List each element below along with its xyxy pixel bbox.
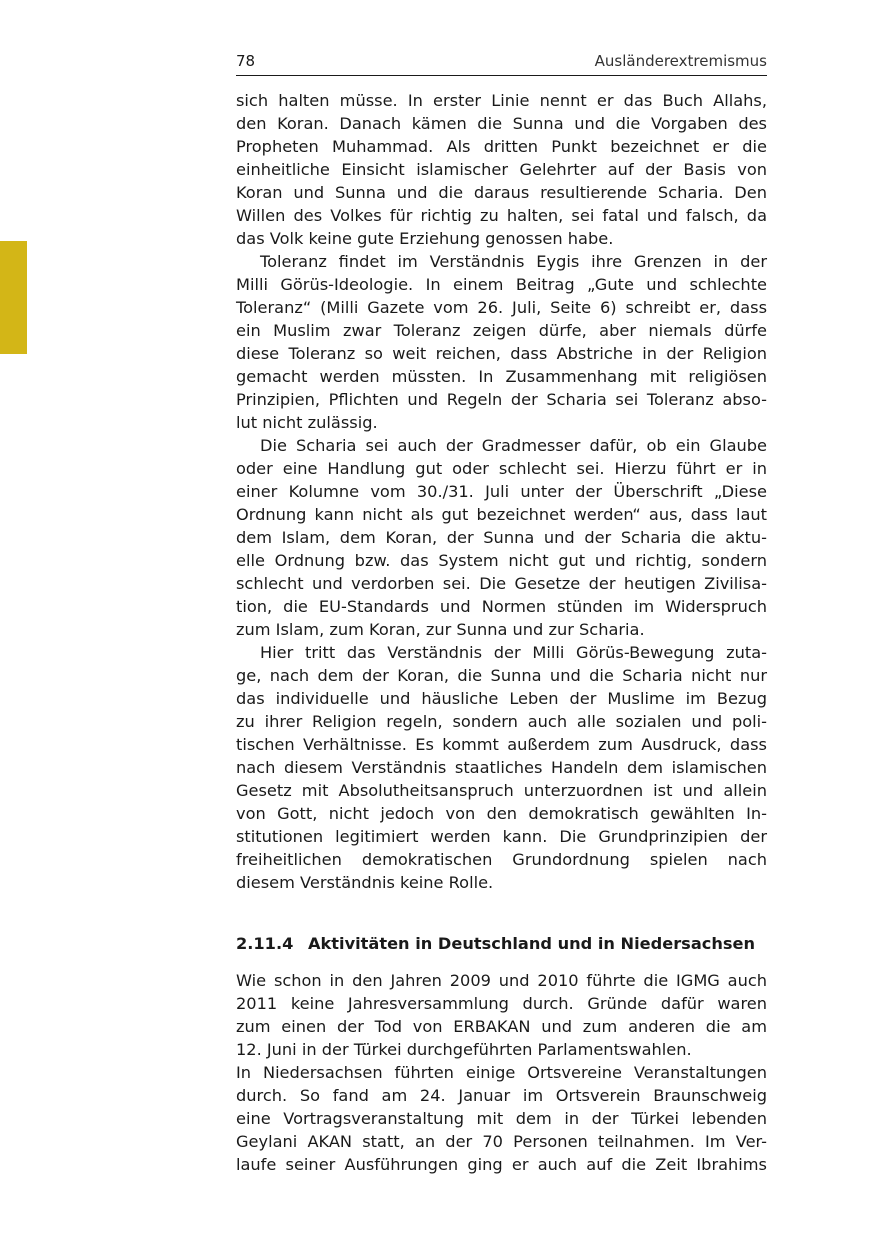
text-line: dem Islam, dem Koran, der Sunna und der Scharia die aktu-	[236, 528, 767, 547]
text-line: einheitliche Einsicht islamischer Gelehrter auf der Basis von	[236, 160, 767, 179]
text-line: Ordnung kann nicht als gut bezeichnet werden“ aus, dass laut	[236, 505, 767, 524]
text-line: Hier tritt das Verständnis der Milli Görüs-Bewegung zuta-	[260, 643, 767, 662]
text-line: zum Islam, zum Koran, zur Sunna und zur Scharia.	[236, 620, 645, 639]
text-line: zum einen der Tod von ERBAKAN und zum anderen die am	[236, 1017, 767, 1036]
body-text	[236, 89, 767, 894]
text-line: Wie schon in den Jahren 2009 und 2010 führte die IGMG auch	[236, 971, 767, 990]
text-line: schlecht und verdorben sei. Die Gesetze der heutigen Zivilisa-	[236, 574, 767, 593]
paragraph	[236, 434, 767, 641]
text-line: Prinzipien, Pflichten und Regeln der Scharia sei Toleranz abso-	[236, 390, 767, 409]
text-line: tischen Verhältnisse. Es kommt außerdem zum Ausdruck, dass	[236, 735, 767, 754]
running-title: Ausländerextremismus	[594, 52, 767, 70]
section-heading	[236, 932, 767, 955]
text-line: zu ihrer Religion regeln, sondern auch alle sozialen und poli-	[236, 712, 767, 731]
running-header	[236, 50, 767, 76]
text-line: oder eine Handlung gut oder schlecht sei. Hierzu führt er in	[236, 459, 767, 478]
text-line: durch. So fand am 24. Januar im Ortsverein Braunschweig	[236, 1086, 767, 1105]
text-line: Toleranz“ (Milli Gazete vom 26. Juli, Seite 6) schreibt er, dass	[236, 298, 767, 317]
text-line: das individuelle und häusliche Leben der Muslime im Bezug	[236, 689, 767, 708]
text-line: diesem Verständnis keine Rolle.	[236, 873, 494, 892]
text-line: stitutionen legitimiert werden kann. Die Grundprinzipien der	[236, 827, 767, 846]
text-line: lut nicht zulässig.	[236, 413, 378, 432]
text-line: Koran und Sunna und die daraus resultierende Scharia. Den	[236, 183, 767, 202]
text-line: diese Toleranz so weit reichen, dass Abstriche in der Religion	[236, 344, 767, 363]
text-line: elle Ordnung bzw. das System nicht gut und richtig, sondern	[236, 551, 767, 570]
text-line: den Koran. Danach kämen die Sunna und die Vorgaben des	[236, 114, 767, 133]
text-line: In Niedersachsen führten einige Ortsvereine Veranstaltungen	[236, 1063, 767, 1082]
section-title: Aktivitäten in Deutschland und in Niedersachsen	[308, 934, 755, 953]
text-line: ein Muslim zwar Toleranz zeigen dürfe, aber niemals dürfe	[236, 321, 767, 340]
section-number: 2.11.4	[236, 934, 294, 953]
text-line: 2011 keine Jahresversammlung durch. Gründe dafür waren	[236, 994, 767, 1013]
paragraph	[236, 641, 767, 894]
section-body	[236, 969, 767, 1176]
text-line: laufe seiner Ausführungen ging er auch auf die Zeit Ibrahims	[236, 1155, 767, 1174]
page-number: 78	[236, 52, 256, 70]
text-line: Gesetz mit Absolutheitsanspruch unterzuordnen ist und allein	[236, 781, 767, 800]
text-line: nach diesem Verständnis staatliches Handeln dem islamischen	[236, 758, 767, 777]
text-line: ge, nach dem der Koran, die Sunna und die Scharia nicht nur	[236, 666, 767, 685]
text-line: Milli Görüs-Ideologie. In einem Beitrag „Gute und schlechte	[236, 275, 767, 294]
text-line: einer Kolumne vom 30./31. Juli unter der Überschrift „Diese	[236, 482, 767, 501]
paragraph	[236, 969, 767, 1061]
text-line: tion, die EU-Standards und Normen stünden im Widerspruch	[236, 597, 767, 616]
text-line: Propheten Muhammad. Als dritten Punkt bezeichnet er die	[236, 137, 767, 156]
text-line: Willen des Volkes für richtig zu halten, sei fatal und falsch, da	[236, 206, 767, 225]
text-line: von Gott, nicht jedoch von den demokratisch gewählten In-	[236, 804, 767, 823]
paragraph	[236, 89, 767, 250]
text-line: gemacht werden müssten. In Zusammenhang mit religiösen	[236, 367, 767, 386]
text-line: Die Scharia sei auch der Gradmesser dafür, ob ein Glaube	[260, 436, 767, 455]
paragraph	[236, 1061, 767, 1176]
text-line: sich halten müsse. In erster Linie nennt er das Buch Allahs,	[236, 91, 767, 110]
chapter-color-tab	[0, 241, 27, 354]
paragraph	[236, 250, 767, 434]
text-line: 12. Juni in der Türkei durchgeführten Parlamentswahlen.	[236, 1040, 692, 1059]
text-line: Geylani AKAN statt, an der 70 Personen teilnahmen. Im Ver-	[236, 1132, 767, 1151]
text-line: freiheitlichen demokratischen Grundordnung spielen nach	[236, 850, 767, 869]
text-line: Toleranz findet im Verständnis Eygis ihre Grenzen in der	[260, 252, 767, 271]
text-line: eine Vortragsveranstaltung mit dem in der Türkei lebenden	[236, 1109, 767, 1128]
text-line: das Volk keine gute Erziehung genossen habe.	[236, 229, 614, 248]
